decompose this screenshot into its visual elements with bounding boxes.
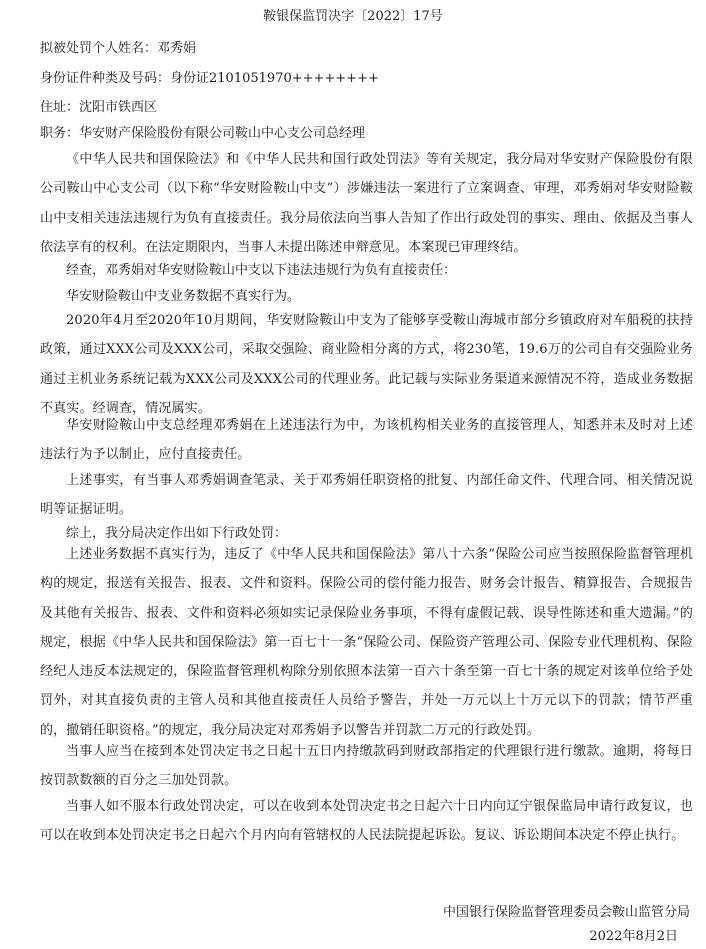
evidence-paragraph: 上述事实，有当事人邓秀娟调查笔录、关于邓秀娟任职资格的批复、内部任命文件、代理合同、相关情况说明等证据证明。 (40, 473, 693, 518)
appeal-paragraph: 当事人如不服本行政处罚决定，可以在收到本处罚决定书之日起六十日内向辽宁银保监局申请行政复议，也可以在收到本处罚决定书之日起六个月内向有管辖权的人民法院提起诉讼。复议、诉讼期间本决定不停止执行。 (40, 799, 693, 844)
id-line: 身份证件种类及号码：身份证2101051970++++++++ (40, 71, 379, 86)
signature-organization: 中国银行保险监督管理委员会鞍山监管分局 (442, 905, 690, 920)
decision-paragraph: 综上，我分局决定作出如下行政处罚： (66, 526, 288, 541)
responsibility-paragraph: 华安财险鞍山中支总经理邓秀娟在上述违法行为中，为该机构相关业务的直接管理人，知悉并未及时对上述违法行为予以制止，应付直接责任。 (40, 418, 693, 463)
facts-paragraph: 2020年4月至2020年10月期间，华安财险鞍山中支为了能够享受鞍山海城市部分乡镇政府对车船税的扶持政策，通过XXX公司及XXX公司，采取交强险、商业险相分离的方式，将230笔，19.6万的公司自有交强险业务通过主机业务系统记载为XXX公司及XXX公司的代理业务。此记载与实际业务渠道来源情况不符，造成业务数据不真实。经调查，情况属实。 (40, 313, 693, 416)
document-title: 鞍银保监罚决字〔2022〕17号 (263, 9, 443, 24)
found-paragraph: 经查，邓秀娟对华安财险鞍山中支以下违法违规行为负有直接责任： (66, 263, 457, 278)
intro-paragraph: 《中华人民共和国保险法》和《中华人民共和国行政处罚法》等有关规定，我分局对华安财产保险股份有限公司鞍山中心支公司（以下称“华安财险鞍山中支”）涉嫌违法一案进行了立案调查、审理，邓秀娟对华安财险鞍山中支相关违法违规行为负有直接责任。我分局依法向当事人告知了作出行政处罚的事实、理由、依据及当事人依法享有的权利。在法定期限内，当事人未提出陈述申辩意见。本案现已审理终结。 (40, 152, 693, 255)
position-line: 职务：华安财产保险股份有限公司鞍山中心支公司总经理 (40, 126, 366, 141)
penalty-paragraph: 上述业务数据不真实行为，违反了《中华人民共和国保险法》第八十六条“保险公司应当按照保险监督管理机构的规定，报送有关报告、报表、文件和资料。保险公司的偿付能力报告、财务会计报告、精算报告、合规报告及其他有关报告、报表、文件和资料必须如实记录保险业务事项，不得有虚假记载、误导性陈述和重大遗漏。”的规定，根据《中华人民共和国保险法》第一百七十一条“保险公司、保险资产管理公司、保险专业代理机构、保险经纪人违反本法规定的，保险监督管理机构除分别依照本法第一百六十条至第一百七十条的规定对该单位给予处罚外，对其直接负责的主管人员和其他直接责任人员给予警告，并处一万元以上十万元以下的罚款；情节严重的，撤销任职资格。”的规定，我分局决定对邓秀娟予以警告并罚款二万元的行政处罚。 (40, 547, 693, 738)
violation-paragraph: 华安财险鞍山中支业务数据不真实行为。 (66, 289, 301, 304)
signature-date: 2022年8月2日 (589, 929, 678, 944)
name-line: 拟被处罚个人姓名：邓秀娟 (40, 41, 197, 56)
payment-paragraph: 当事人应当在接到本处罚决定书之日起十五日内持缴款码到财政部指定的代理银行进行缴款。逾期，将每日按罚款数额的百分之三加处罚款。 (40, 744, 693, 789)
address-line: 住址：沈阳市铁西区 (40, 100, 158, 115)
